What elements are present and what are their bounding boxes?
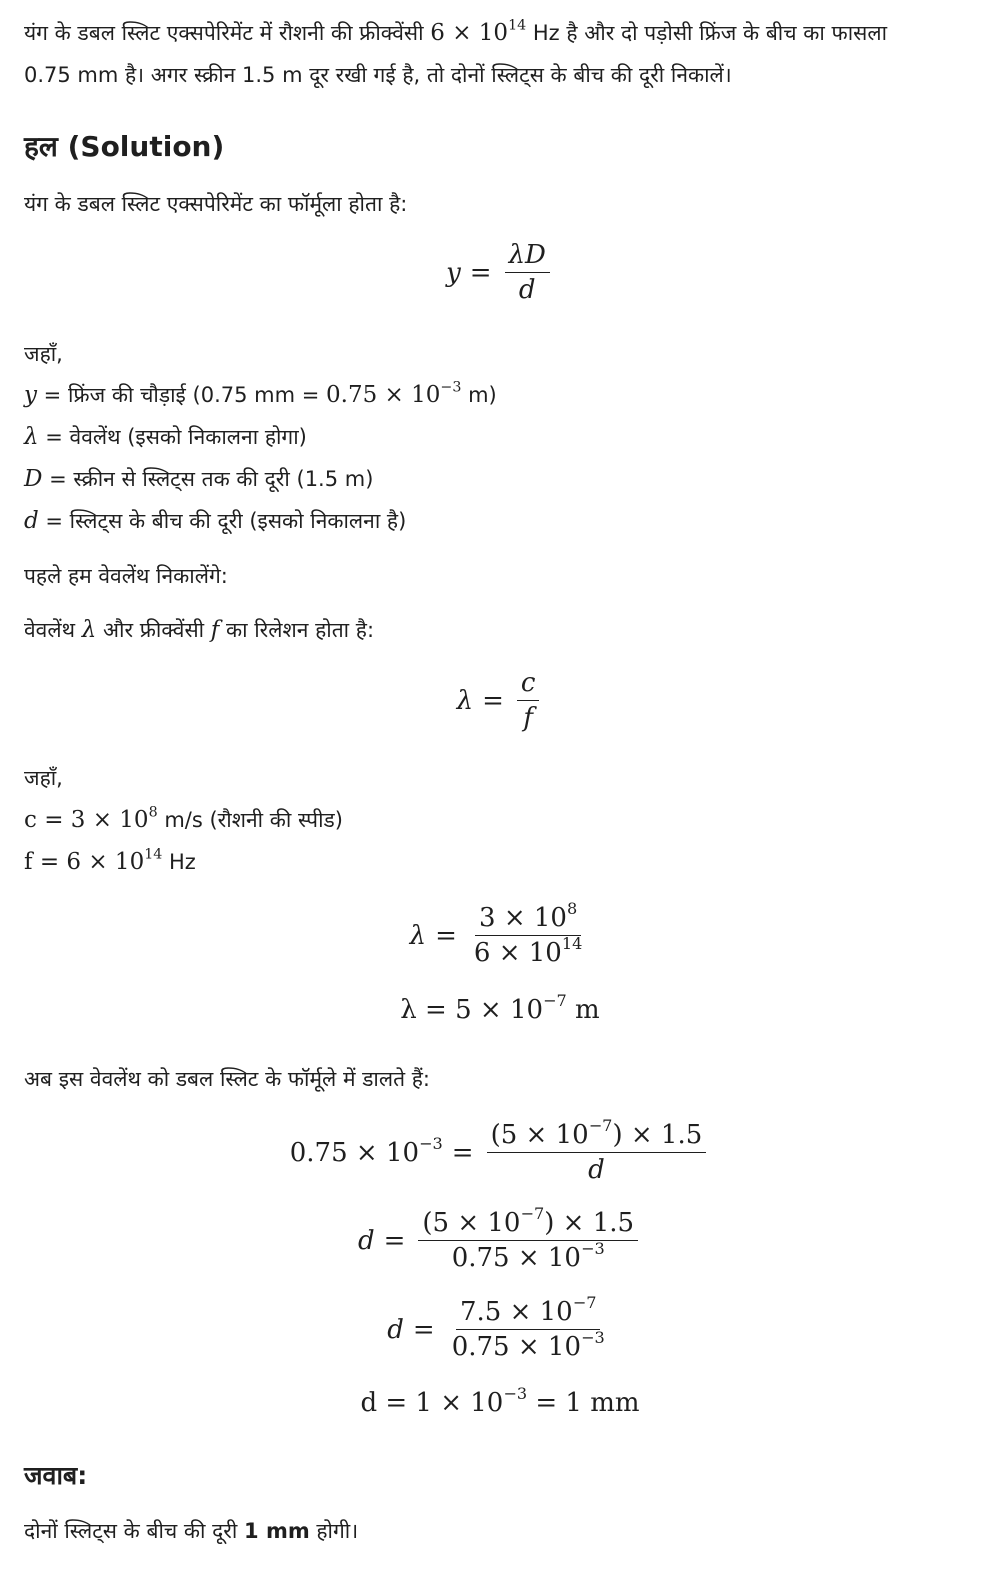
definition-d: d = स्लिट्स के बीच की दूरी (इसको निकालना है) [24,508,407,534]
answer-heading: जवाब: [24,1461,88,1490]
question-frequency: $6 \times 10^{14}$ [430,17,527,46]
wavelength-formula: λ = $\frac{c}{f}$ [24,668,976,733]
substitute-step: अब इस वेवलेंथ को डबल स्लिट के फॉर्मूले में डालते हैं: [24,1067,430,1091]
answer-text: दोनों स्लिट्स के बीच की दूरी 1 mm होगी। [24,1519,359,1543]
slit-distance-equation: d = $\frac{(5 \times 10^{-7}) \times 1.5}{0.75 \times 10^{-3}}$ [24,1208,976,1273]
formula-fraction: $\frac{\lambda D}{d}$ [505,240,550,305]
definition-lambda: λ = वेवलेंथ (इसको निकालना होगा) [24,424,307,450]
solution-heading: हल (Solution) [24,130,225,163]
slit-distance-result: $d = 1 \times 10^{-3} = 1$ mm [360,1383,640,1418]
fringe-width-formula: y = $\frac{\lambda D}{d}$ [24,240,976,305]
where-label-2: जहाँ, [24,766,63,790]
speed-of-light-definition: $c = 3 \times 10^8$ m/s (रौशनी की स्पीड) [24,804,343,833]
definition-y: y = फ्रिंज की चौड़ाई (0.75 mm = $0.75 \times 10^{-3}$ m) [24,379,497,408]
question-part1: यंग के डबल स्लिट एक्सपेरिमेंट में रौशनी की फ्रीक्वेंसी [24,21,424,45]
frequency-definition: $f = 6 \times 10^{14}$ Hz [24,846,196,875]
slit-distance-simplified: d = $\frac{7.5 \times 10^{-7}}{0.75 \times 10^{-3}}$ [387,1292,605,1362]
question-part2: Hz है और दो पड़ोसी फ्रिंज के बीच का फासला [532,21,888,45]
wavelength-frequency-relation: वेवलेंथ λ और फ्रीक्वेंसी f का रिलेशन होता है: [24,617,375,643]
variable-definitions [24,374,497,542]
formula-lhs: y [446,257,461,288]
wavelength-calculation: λ = $\frac{3 \times 10^8}{6 \times 10^{14}}$ [409,898,583,968]
formula-intro: यंग के डबल स्लिट एक्सपेरिमेंट का फॉर्मूला होता है: [24,192,408,216]
question-part3: 0.75 mm है। अगर स्क्रीन 1.5 m दूर रखी गई है, तो दोनों स्लिट्स के बीच की दूरी निकालें। [24,63,732,87]
wavelength-result: $\lambda = 5 \times 10^{-7}$ m [400,990,600,1025]
definition-D: D = स्क्रीन से स्लिट्स तक की दूरी (1.5 m) [24,466,374,492]
where-label: जहाँ, [24,342,63,366]
constant-definitions [24,799,343,883]
substitution-equation: $0.75 \times 10^{-3}$ = $\frac{(5 \times 10^{-7}) \times 1.5}{d}$ [24,1120,976,1185]
question-text [24,12,976,96]
wavelength-step: पहले हम वेवलेंथ निकालेंगे: [24,564,228,588]
